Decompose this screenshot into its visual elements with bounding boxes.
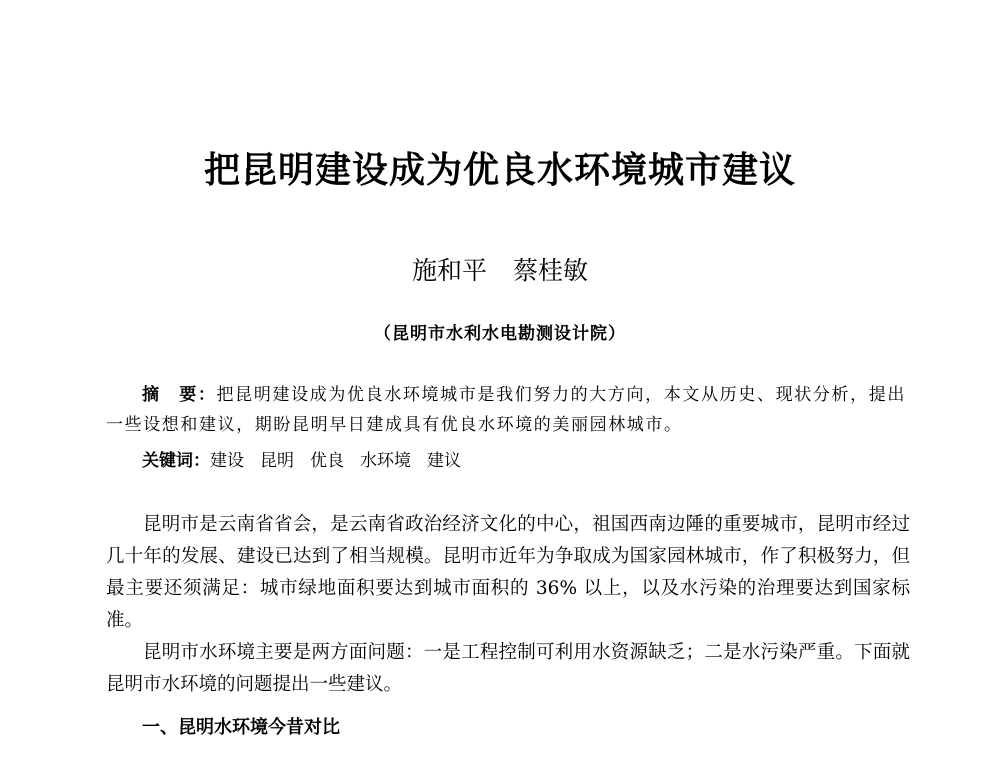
keywords xyxy=(142,446,902,476)
keyword: 建议 xyxy=(427,451,461,471)
body-paragraph: 昆明市是云南省省会，是云南省政治经济文化的中心，祖国西南边陲的重要城市，昆明市经过几十年的发展、建设已达到了相当规模。昆明市近年为争取成为国家园林城市，作了积极努力，但最主要还须满足：城市绿地面积要达到城市面积的 36% 以上，以及水污染的治理要达到国家标准。 xyxy=(106,514,910,631)
keyword: 建设 xyxy=(210,451,244,471)
section-heading: 一、昆明水环境今昔对比 xyxy=(142,717,340,738)
author-name: 蔡桂敏 xyxy=(513,256,589,285)
affiliation: （昆明市水利水电勘测设计院） xyxy=(374,324,626,344)
keyword: 优良 xyxy=(310,451,344,471)
author-list xyxy=(0,254,1000,288)
body-text xyxy=(106,509,910,701)
author-name: 施和平 xyxy=(411,256,487,285)
abstract-label: 摘 要： xyxy=(142,385,217,405)
paper-title: 把昆明建设成为优良水环境城市建议 xyxy=(203,150,796,191)
keyword: 昆明 xyxy=(260,451,294,471)
abstract xyxy=(106,380,906,440)
abstract-text: 把昆明建设成为优良水环境城市是我们努力的大方向，本文从历史、现状分析，提出一些设想和建议，期盼昆明早日建成具有优良水环境的美丽园林城市。 xyxy=(106,385,906,435)
body-paragraph: 昆明市水环境主要是两方面问题：一是工程控制可利用水资源缺乏；二是水污染严重。下面就昆明市水环境的问题提出一些建议。 xyxy=(106,642,910,695)
keyword: 水环境 xyxy=(360,451,411,471)
keywords-label: 关键词： xyxy=(142,451,210,471)
